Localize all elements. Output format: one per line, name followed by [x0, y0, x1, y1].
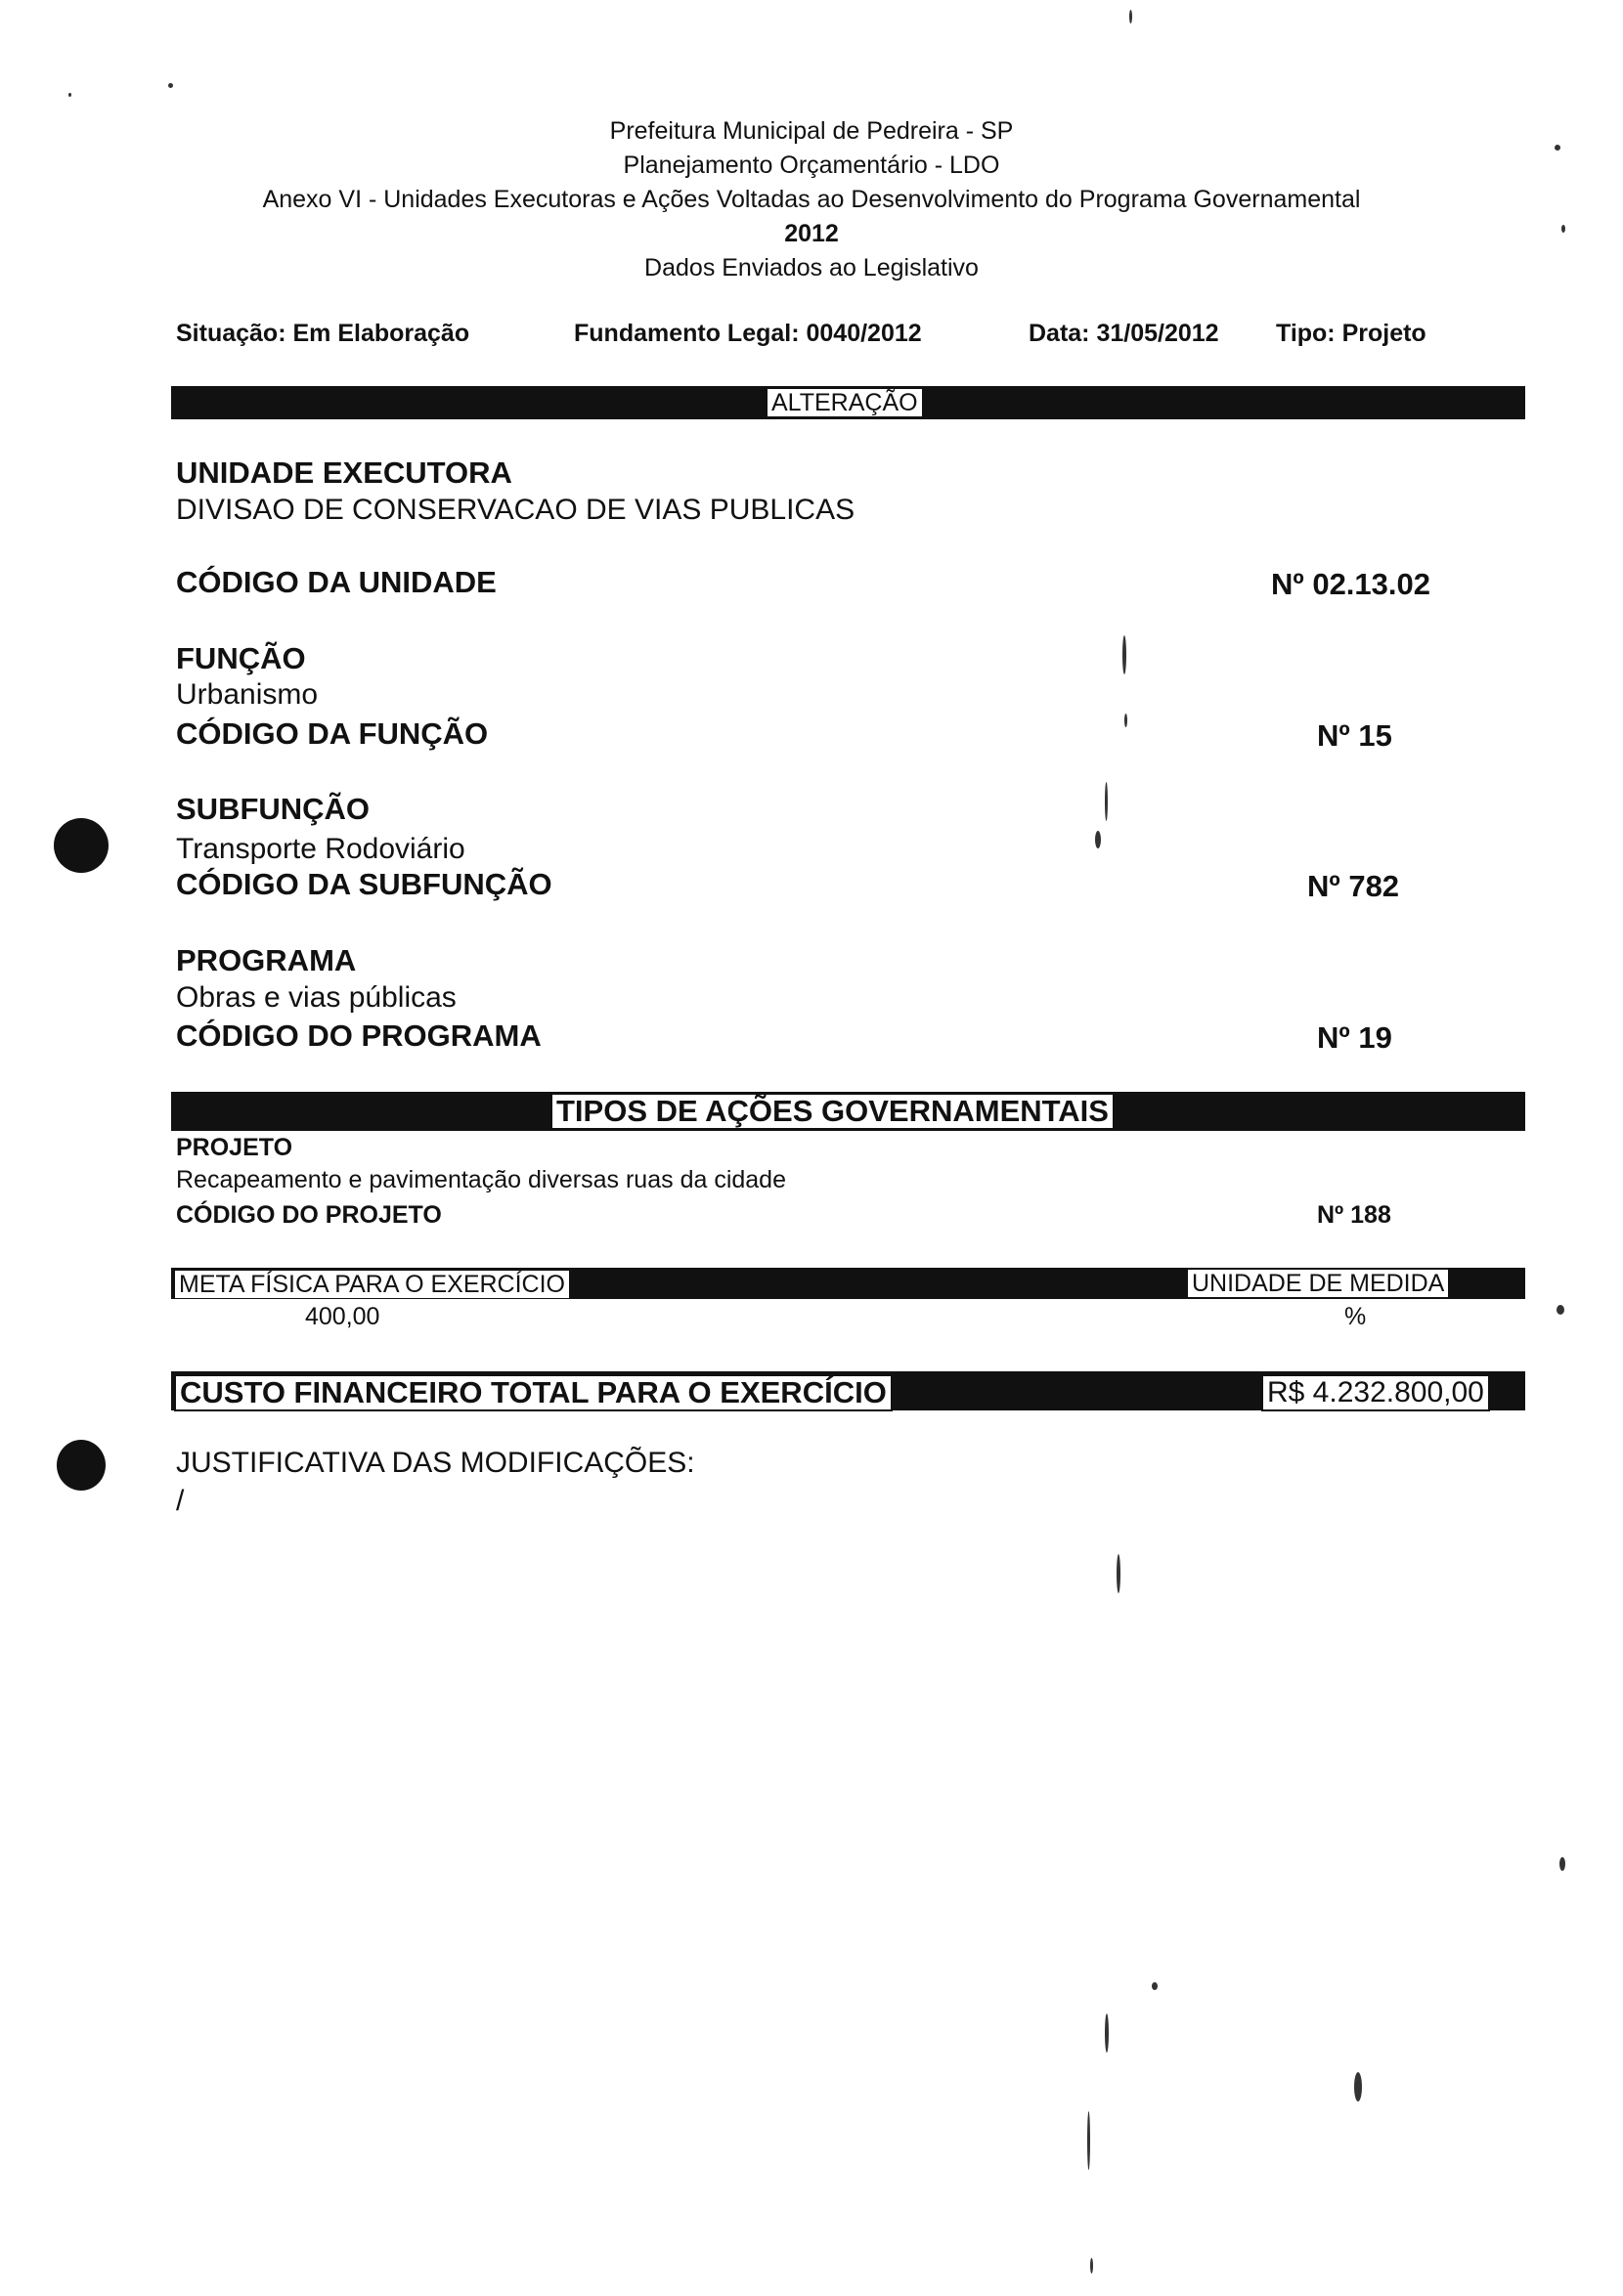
- justificativa-value: /: [176, 1485, 185, 1517]
- tipos-acoes-title: TIPOS DE AÇÕES GOVERNAMENTAIS: [552, 1095, 1113, 1128]
- funcao-label: FUNÇÃO: [176, 641, 306, 675]
- codigo-funcao-value: Nº 15: [1317, 718, 1392, 753]
- hole-punch-lower: [57, 1440, 106, 1491]
- unidade-medida-title: UNIDADE DE MEDIDA: [1188, 1270, 1448, 1297]
- funcao-value: Urbanismo: [176, 678, 319, 711]
- codigo-projeto-value: Nº 188: [1317, 1201, 1391, 1229]
- header-line-planning: Planejamento Orçamentário - LDO: [623, 152, 1000, 179]
- tipo-label: Tipo: Projeto: [1276, 320, 1426, 347]
- unidade-executora-label: UNIDADE EXECUTORA: [176, 455, 512, 490]
- codigo-programa-value: Nº 19: [1317, 1020, 1392, 1055]
- meta-fisica-title: META FÍSICA PARA O EXERCÍCIO: [174, 1270, 570, 1299]
- header-line-sent: Dados Enviados ao Legislativo: [644, 254, 979, 282]
- programa-value: Obras e vias públicas: [176, 981, 457, 1014]
- data-label: Data: 31/05/2012: [1029, 320, 1219, 347]
- custo-value: R$ 4.232.800,00: [1261, 1374, 1490, 1411]
- situacao-label: Situação: Em Elaboração: [176, 320, 470, 347]
- programa-label: PROGRAMA: [176, 943, 357, 977]
- header-line-municipality: Prefeitura Municipal de Pedreira - SP: [609, 117, 1014, 145]
- codigo-subfuncao-label: CÓDIGO DA SUBFUNÇÃO: [176, 867, 552, 901]
- header-year: 2012: [784, 220, 839, 247]
- unidade-executora-value: DIVISAO DE CONSERVACAO DE VIAS PUBLICAS: [176, 494, 855, 526]
- projeto-label: PROJETO: [176, 1134, 293, 1161]
- fundamento-legal-label: Fundamento Legal: 0040/2012: [574, 320, 922, 347]
- header-line-annex: Anexo VI - Unidades Executoras e Ações Voltadas ao Desenvolvimento do Programa Governamental: [262, 186, 1361, 213]
- projeto-value: Recapeamento e pavimentação diversas ruas da cidade: [176, 1166, 786, 1193]
- meta-fisica-banner: [171, 1268, 1525, 1299]
- codigo-unidade-label: CÓDIGO DA UNIDADE: [176, 565, 497, 599]
- codigo-subfuncao-value: Nº 782: [1307, 869, 1400, 903]
- alteracao-title: ALTERAÇÃO: [768, 389, 922, 416]
- codigo-projeto-label: CÓDIGO DO PROJETO: [176, 1201, 442, 1229]
- tipos-acoes-banner: [171, 1092, 1525, 1131]
- alteracao-banner: [171, 386, 1525, 419]
- meta-fisica-value: 400,00: [305, 1303, 380, 1330]
- custo-banner: [171, 1371, 1525, 1410]
- hole-punch-upper: [54, 818, 109, 873]
- subfuncao-value: Transporte Rodoviário: [176, 833, 465, 865]
- codigo-funcao-label: CÓDIGO DA FUNÇÃO: [176, 716, 489, 751]
- codigo-unidade-value: Nº 02.13.02: [1271, 567, 1430, 601]
- custo-title: CUSTO FINANCEIRO TOTAL PARA O EXERCÍCIO: [174, 1374, 893, 1411]
- justificativa-label: JUSTIFICATIVA DAS MODIFICAÇÕES:: [176, 1447, 695, 1479]
- subfuncao-label: SUBFUNÇÃO: [176, 792, 371, 826]
- codigo-programa-label: CÓDIGO DO PROGRAMA: [176, 1018, 542, 1053]
- unidade-medida-value: %: [1344, 1303, 1367, 1330]
